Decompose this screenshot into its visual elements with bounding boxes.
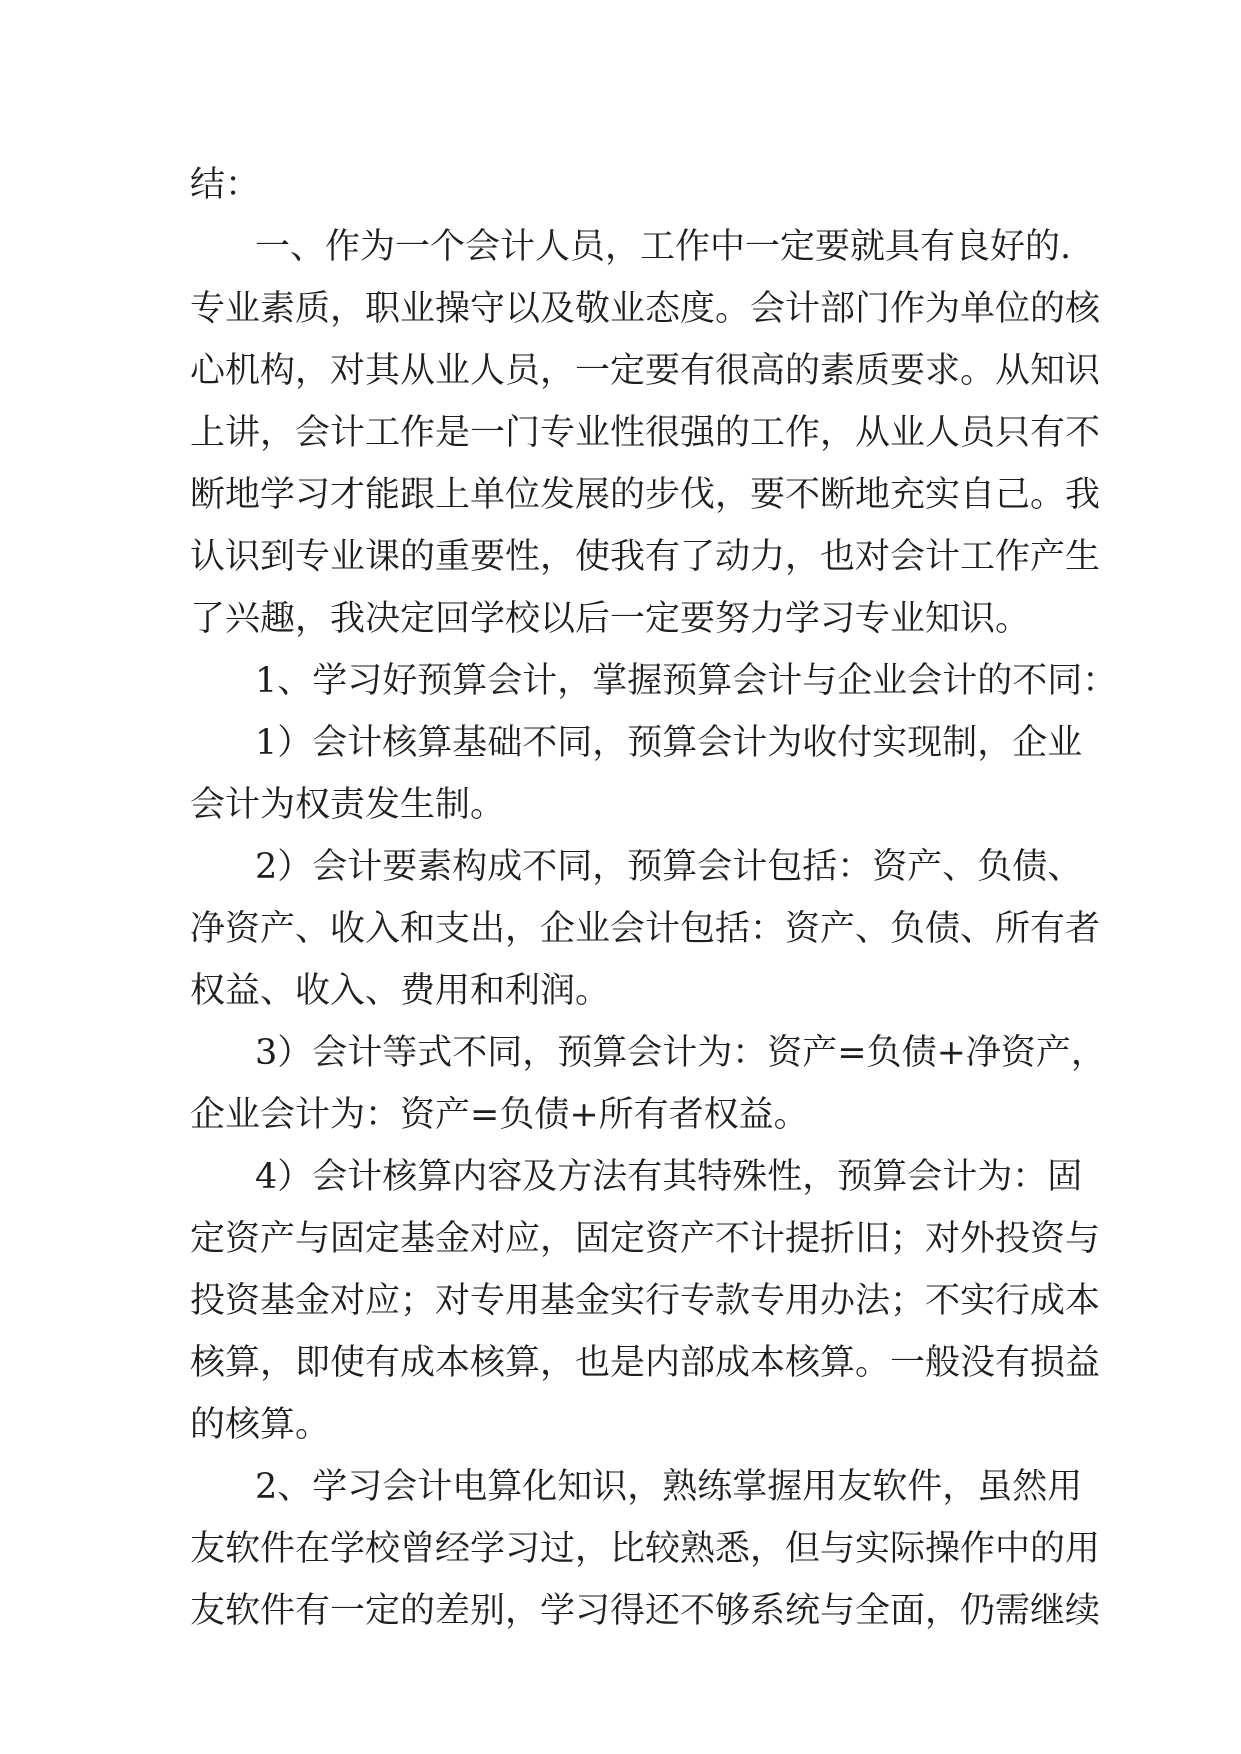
text-line: 净资产、收入和支出，企业会计包括：资产、负债、所有者 [190,909,1101,949]
text-line: 企业会计为：资产=负债+所有者权益。 [190,1095,809,1135]
text-line: 友软件在学校曾经学习过，比较熟悉，但与实际操作中的用 [190,1529,1101,1569]
text-line: 一、作为一个会计人员，工作中一定要就具有良好的. [255,227,1072,267]
text-line: 断地学习才能跟上单位发展的步伐，要不断地充实自己。我 [190,475,1101,515]
text-line: 定资产与固定基金对应，固定资产不计提折旧；对外投资与 [190,1219,1101,1259]
text-line: 2）会计要素构成不同，预算会计包括：资产、负债、 [255,847,1083,887]
text-line: 投资基金对应；对专用基金实行专款专用办法；不实行成本 [190,1281,1101,1321]
text-line: 2、学习会计电算化知识，熟练掌握用友软件，虽然用 [255,1467,1083,1507]
text-line: 心机构，对其从业人员，一定要有很高的素质要求。从知识 [190,351,1101,391]
text-line: 1）会计核算基础不同，预算会计为收付实现制，企业 [255,723,1083,763]
text-line: 核算，即使有成本核算，也是内部成本核算。一般没有损益 [190,1343,1101,1383]
text-line: 会计为权责发生制。 [190,785,506,825]
text-line: 友软件有一定的差别，学习得还不够系统与全面，仍需继续 [190,1591,1101,1631]
text-line: 的核算。 [190,1405,331,1445]
text-line: 了兴趣，我决定回学校以后一定要努力学习专业知识。 [190,599,1031,639]
text-line: 专业素质，职业操守以及敬业态度。会计部门作为单位的核 [190,289,1101,329]
text-line: 上讲，会计工作是一门专业性很强的工作，从业人员只有不 [190,413,1101,453]
text-line: 结： [190,165,261,205]
text-line: 4）会计核算内容及方法有其特殊性，预算会计为：固 [255,1157,1083,1197]
text-line: 1、学习好预算会计，掌握预算会计与企业会计的不同： [255,661,1118,701]
text-line: 认识到专业课的重要性，使我有了动力，也对会计工作产生 [190,537,1101,577]
text-line: 3）会计等式不同，预算会计为：资产=负债+净资产， [255,1033,1106,1073]
text-line: 权益、收入、费用和利润。 [190,971,611,1011]
